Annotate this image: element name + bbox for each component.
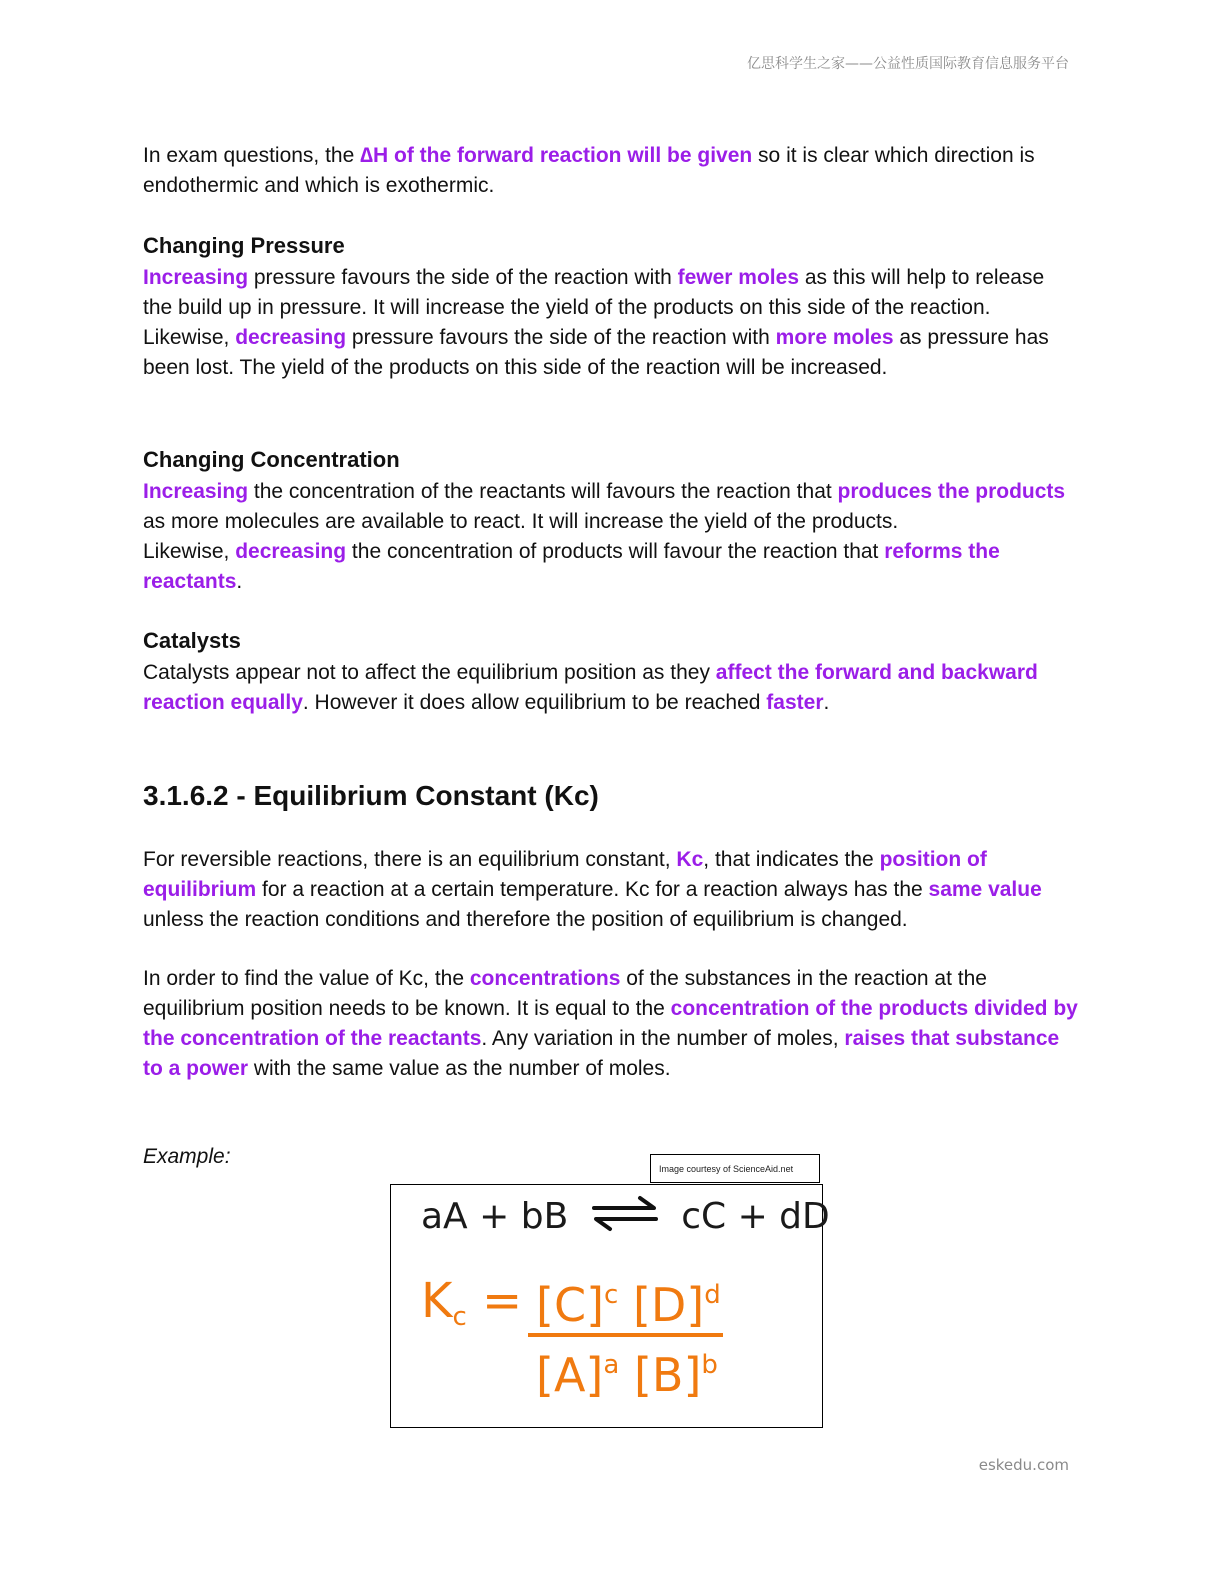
text-run: In exam questions, the	[143, 144, 361, 167]
kc-equation-figure	[390, 1154, 830, 1430]
text-run: the concentration of the reactants will favours the reaction that	[248, 480, 838, 503]
highlight-run: same value	[928, 878, 1042, 901]
section-title: 3.1.6.2 - Equilibrium Constant (Kc)	[143, 780, 599, 811]
exp-a: a	[603, 1350, 620, 1380]
text-run: Likewise,	[143, 326, 236, 349]
fraction-bar	[528, 1333, 723, 1337]
page-header: 亿思科学生之家——公益性质国际教育信息服务平台	[747, 56, 1069, 72]
reactants: aA + bB	[421, 1195, 569, 1237]
highlight-run: Increasing	[143, 266, 249, 289]
text-run: pressure favours the side of the reaction with	[346, 326, 776, 349]
text-run: .	[236, 570, 243, 593]
kc-k: K	[421, 1273, 453, 1329]
text-run: as more molecules are available to react. It will increase the yield of the products.	[143, 510, 899, 533]
text-run: so it is clear which direction is endothermic and which is exothermic.	[143, 144, 1035, 197]
text-run: , that indicates the	[703, 848, 880, 871]
text-run: unless the reaction conditions and therefore the position of equilibrium is changed.	[143, 908, 908, 931]
text-run: For reversible reactions, there is an equilibrium constant,	[143, 848, 677, 871]
concentration-paragraph	[143, 477, 1078, 597]
highlight-run: Kc	[676, 848, 704, 871]
kc-intro-paragraph	[143, 845, 1078, 935]
text-run: . However it does allow equilibrium to be reached	[302, 691, 767, 714]
highlight-run: ∆H of the forward reaction will be given	[360, 144, 753, 167]
highlight-run: affect the forward and backward reaction equally	[143, 661, 1038, 714]
fraction-numerator	[536, 1269, 723, 1331]
concentration-heading: Changing Concentration	[143, 447, 400, 472]
text-run: with the same value as the number of moles.	[248, 1057, 671, 1080]
equation-box	[390, 1184, 830, 1428]
highlight-run: decreasing	[235, 326, 347, 349]
equals-sign: =	[482, 1273, 523, 1329]
highlight-run: faster	[766, 691, 824, 714]
exp-c: c	[604, 1280, 619, 1310]
exp-b: b	[701, 1350, 718, 1380]
highlight-run: raises that substance to a power	[143, 1027, 1060, 1080]
intro-paragraph	[143, 141, 1078, 201]
example-label: Example:	[143, 1145, 231, 1168]
page-footer: eskedu.com	[978, 1456, 1069, 1474]
highlight-run: reforms the reactants	[143, 540, 1000, 593]
catalysts-heading: Catalysts	[143, 628, 241, 653]
text-run: Catalysts appear not to affect the equilibrium position as they	[143, 661, 716, 684]
text-run: .	[823, 691, 830, 714]
products: cC + dD	[681, 1195, 830, 1237]
pressure-heading: Changing Pressure	[143, 233, 345, 258]
text-run: In order to find the value of Kc, the	[143, 967, 470, 990]
equilibrium-arrow-icon	[590, 1193, 660, 1242]
text-run: . Any variation in the number of moles,	[481, 1027, 845, 1050]
conc-a: [A]	[536, 1348, 604, 1402]
conc-b: [B]	[633, 1348, 702, 1402]
highlight-run: position of equilibrium	[143, 848, 987, 901]
text-run: for a reaction at a certain temperature. Kc for a reaction always has the	[256, 878, 929, 901]
image-credit: Image courtesy of ScienceAid.net	[650, 1154, 820, 1183]
conc-c: [C]	[536, 1278, 605, 1332]
conc-d: [D]	[632, 1278, 705, 1332]
highlight-run: Increasing	[143, 480, 249, 503]
text-run: as this will help to release the build up in pressure. It will increase the yield of the products on this side of the reaction.	[143, 266, 1045, 319]
reaction-equation	[421, 1193, 830, 1242]
highlight-run: decreasing	[235, 540, 347, 563]
highlight-run: concentrations	[469, 967, 621, 990]
kc-subscript: c	[452, 1302, 467, 1332]
text-run: pressure favours the side of the reaction with	[248, 266, 678, 289]
highlight-run: more moles	[775, 326, 894, 349]
exp-d: d	[704, 1280, 721, 1310]
catalysts-paragraph	[143, 658, 1078, 718]
text-run: as pressure has been lost. The yield of the products on this side of the reaction will be increased.	[143, 326, 1049, 379]
text-run: the concentration of products will favour the reaction that	[346, 540, 885, 563]
kc-calc-paragraph	[143, 964, 1078, 1084]
kc-fraction	[536, 1269, 723, 1401]
text-run: of the substances in the reaction at the equilibrium position needs to be known. It is equal to the	[143, 967, 987, 1020]
pressure-paragraph	[143, 263, 1078, 383]
fraction-denominator	[536, 1339, 723, 1401]
text-run: Likewise,	[143, 540, 236, 563]
highlight-run: concentration of the products divided by the concentration of the reactants	[143, 997, 1078, 1050]
highlight-run: produces the products	[837, 480, 1066, 503]
highlight-run: fewer moles	[677, 266, 799, 289]
kc-symbol	[421, 1273, 522, 1332]
